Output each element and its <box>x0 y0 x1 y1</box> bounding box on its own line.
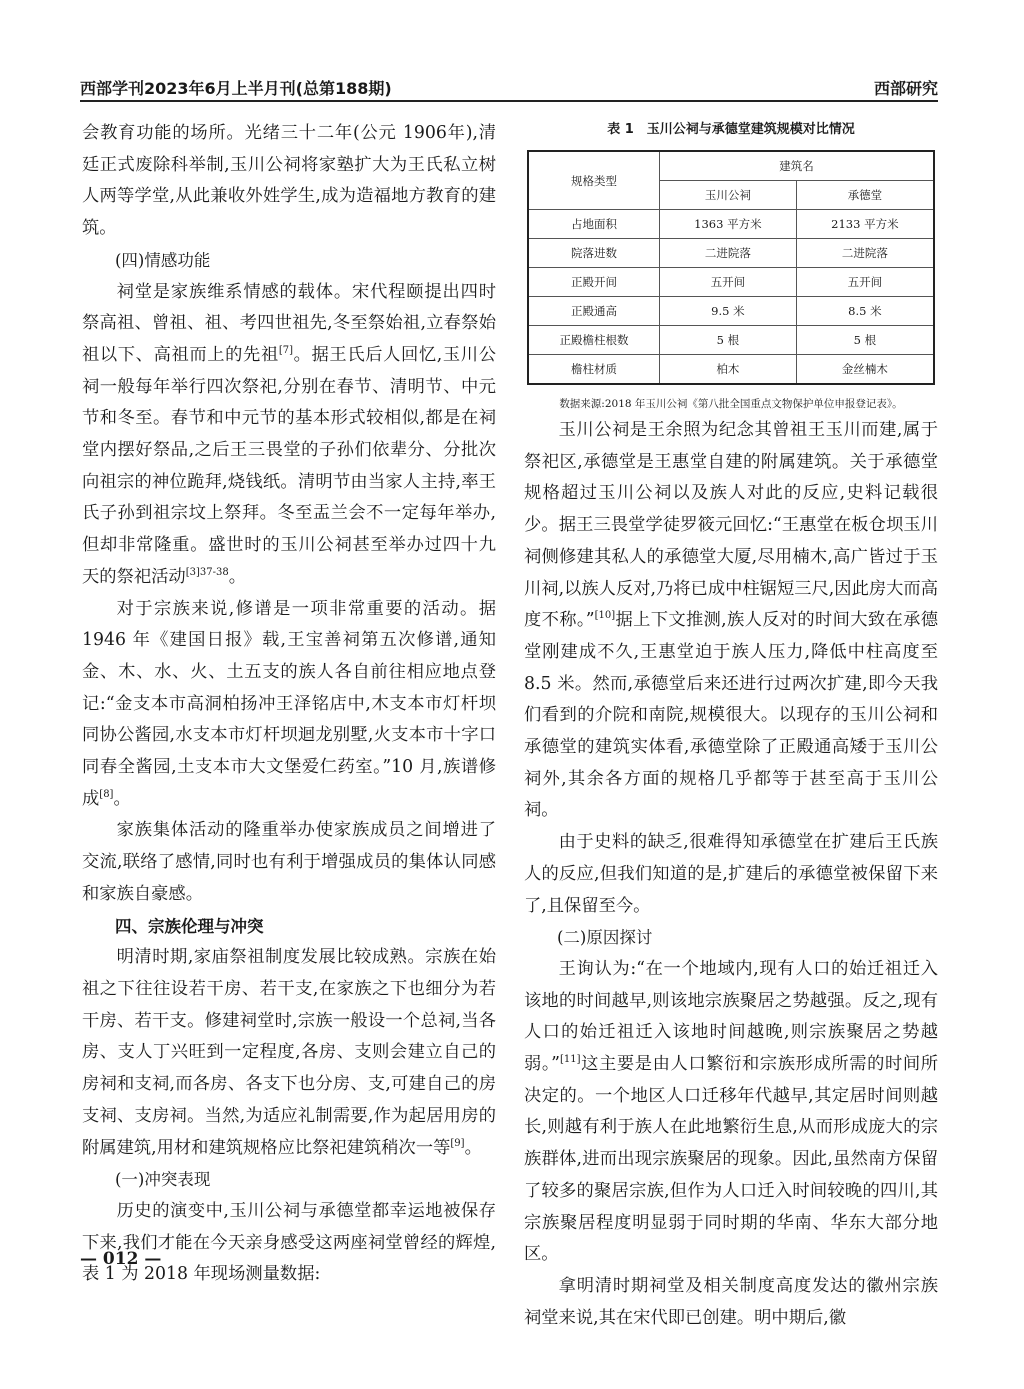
journal-title: 西部学刊2023年6月上半月刊(总第188期) <box>80 79 392 98</box>
table-caption: 表 1 玉川公祠与承德堂建筑规模对比情况 <box>607 122 855 137</box>
paragraph-text: 。据王氏后人回忆,玉川公祠一般每年举行四次祭祀,分别在春节、清明节、中元节和冬至。春节和中元节的基本形式较相似,都是在祠堂内摆好祭品,之后王三畏堂的子孙们依辈分、分批次向祖宗的神位跪拜,烧钱纸。清明节由当家人主持,率王氏子孙到祖宗坟上祭拜。冬至盂兰会不一定每年举办,但却非常隆重。盛世时的玉川公祠甚至举办过四十九天的祭祀活动 <box>82 344 496 587</box>
subsection-heading: (一)冲突表现 <box>115 1170 211 1190</box>
running-header <box>80 76 938 102</box>
table-cell: 9.5 米 <box>660 297 797 326</box>
section-title: 西部研究 <box>873 79 938 98</box>
table-row <box>528 297 934 326</box>
table-cell: 二进院落 <box>796 239 934 268</box>
citation-ref: [9] <box>450 1137 465 1149</box>
citation-ref: [11] <box>559 1054 581 1066</box>
subsection-heading: (二)原因探讨 <box>557 928 653 948</box>
table-source: 数据来源:2018 年玉川公祠《第八批全国重点文物保护单位申报登记表》。 <box>559 398 903 410</box>
table-cell: 8.5 米 <box>796 297 934 326</box>
table-row <box>528 355 934 385</box>
citation-ref: [10] <box>594 610 616 622</box>
table-cell: 正殿通高 <box>528 297 660 326</box>
paragraph <box>82 118 496 245</box>
paragraph-text: 。 <box>464 1137 482 1158</box>
table-cell: 檐柱材质 <box>528 355 660 385</box>
table-row <box>528 239 934 268</box>
comparison-table <box>527 150 935 385</box>
table-cell: 五开间 <box>660 268 797 297</box>
table-cell: 2133 平方米 <box>796 210 934 239</box>
paragraph-text: 祠堂是家族维系情感的载体。宋代程颐提出四时祭高祖、曾祖、祖、考四世祖先,冬至祭始祖,立春祭始祖以下、高祖而上的先祖 <box>82 281 496 365</box>
paragraph-text: 。 <box>228 566 246 587</box>
table-cell: 五开间 <box>796 268 934 297</box>
table-cell: 正殿开间 <box>528 268 660 297</box>
subsection-heading: (四)情感功能 <box>115 250 211 270</box>
paragraph-text: 玉川公祠是王余照为纪念其曾祖王玉川而建,属于祭祀区,承德堂是王惠堂自建的附属建筑。关于承德堂规格超过玉川公祠以及族人对此的反应,史料记载很少。据王三畏堂学徒罗筱元回忆:“王惠堂在板仓坝玉川祠侧修建其私人的承德堂大厦,尽用楠木,高广皆过于玉川祠,以族人反对,乃将已成中柱锯短三尺,因此房大而高度不称。” <box>524 420 938 631</box>
paragraph-text: 会教育功能的场所。光绪三十二年(公元 1906年),清廷正式废除科举制,玉川公祠将家塾扩大为王氏私立树人两等学堂,从此兼收外姓学生,成为造福地方教育的建筑。 <box>82 123 496 239</box>
table-cell: 5 根 <box>796 326 934 355</box>
paragraph <box>82 815 496 910</box>
paragraph-text: 据上下文推测,族人反对的时间大致在承德堂刚建成不久,王惠堂迫于族人压力,降低中柱高度至 8.5 米。然而,承德堂后来还进行过两次扩建,即今天我们看到的介院和南院,规模很大。以现存的玉川公祠和承德堂的建筑实体看,承德堂除了正殿通高矮于玉川公祠外,其余各方面的规格几乎都等于甚至高于玉川公祠。 <box>524 610 938 821</box>
paragraph-text: 对于宗族来说,修谱是一项非常重要的活动。据 1946 年《建国日报》载,王宝善祠第五次修谱,通知金、木、水、火、土五支的族人各自前往相应地点登记:“金支本市高洞柏扬冲王泽铭店中,木支本市灯杆坝同协公酱园,水支本市灯杆坝迴龙别墅,火支本市十字口同春全酱园,土支本市大文堡爱仁药室。”10 月,族谱修成 <box>82 598 496 809</box>
table-cell: 占地面积 <box>528 210 660 239</box>
paragraph-text: 历史的演变中,玉川公祠与承德堂都幸运地被保存下来,我们才能在今天亲身感受这两座祠堂曾经的辉煌,表 1 为 2018 年现场测量数据: <box>82 1200 496 1285</box>
header-chengde: 承德堂 <box>796 181 934 210</box>
paragraph-text: 拿明清时期祠堂及相关制度高度发达的徽州宗族祠堂来说,其在宋代即已创建。明中期后,徽 <box>524 1275 938 1328</box>
paragraph-text: 。 <box>113 788 131 809</box>
paragraph <box>524 415 938 827</box>
table-cell: 二进院落 <box>660 239 797 268</box>
table-row <box>528 326 934 355</box>
paragraph <box>524 954 938 1271</box>
header-rule <box>80 100 938 102</box>
paragraph <box>82 594 496 816</box>
citation-ref: [8] <box>99 789 114 800</box>
table-cell: 金丝楠木 <box>796 355 934 385</box>
header-yuchuan: 玉川公祠 <box>660 181 797 210</box>
table-row <box>528 210 934 239</box>
right-column <box>524 118 938 1334</box>
table-cell: 1363 平方米 <box>660 210 797 239</box>
citation-ref: [3]37-38 <box>185 567 229 579</box>
header-name: 建筑名 <box>660 151 935 181</box>
paragraph-text: 家族集体活动的隆重举办使家族成员之间增进了交流,联络了感情,同时也有利于增强成员的集体认同感和家族自豪感。 <box>82 820 496 904</box>
paragraph <box>82 277 496 594</box>
citation-ref: [7] <box>278 345 294 357</box>
paragraph-text: 由于史料的缺乏,很难得知承德堂在扩建后王氏族人的反应,但我们知道的是,扩建后的承德堂被保留下来了,且保留至今。 <box>524 832 938 916</box>
paragraph <box>82 942 496 1164</box>
section-heading: 四、宗族伦理与冲突 <box>115 916 264 936</box>
paragraph <box>524 827 938 922</box>
table-cell: 5 根 <box>660 326 797 355</box>
header-type: 规格类型 <box>528 151 660 210</box>
table-row <box>528 268 934 297</box>
paragraph <box>524 1271 938 1334</box>
table-cell: 柏木 <box>660 355 797 385</box>
paragraph-text: 王询认为:“在一个地域内,现有人口的始迁祖迁入该地的时间越早,则该地宗族聚居之势越强。反之,现有人口的始迁祖迁入该地时间越晚,则宗族聚居之势越弱。” <box>524 958 938 1075</box>
page-number: — 012 — <box>80 1249 162 1269</box>
left-column <box>82 118 496 1291</box>
paragraph-text: 这主要是由人口繁衍和宗族形成所需的时间所决定的。一个地区人口迁移年代越早,其定居时间则越长,则越有利于族人在此地繁衍生息,从而形成庞大的宗族群体,进而出现宗族聚居的现象。因此,虽然南方保留了较多的聚居宗族,但作为人口迁入时间较晚的四川,其宗族聚居程度明显弱于同时期的华南、华东大部分地区。 <box>524 1054 938 1265</box>
table-cell: 院落进数 <box>528 239 660 268</box>
right-body <box>524 415 938 1334</box>
paragraph <box>82 1196 496 1291</box>
paragraph-text: 明清时期,家庙祭祖制度发展比较成熟。宗族在始祖之下往往设若干房、若干支,在家族之下也细分为若干房、若干支。修建祠堂时,宗族一般设一个总祠,当各房、支人丁兴旺到一定程度,各房、支则会建立自己的房祠和支祠,而各房、各支下也分房、支,可建自己的房支祠、支房祠。当然,为适应礼制需要,作为起居用房的附属建筑,用材和建筑规格应比祭祀建筑稍次一等 <box>82 947 496 1158</box>
table-cell: 正殿檐柱根数 <box>528 326 660 355</box>
